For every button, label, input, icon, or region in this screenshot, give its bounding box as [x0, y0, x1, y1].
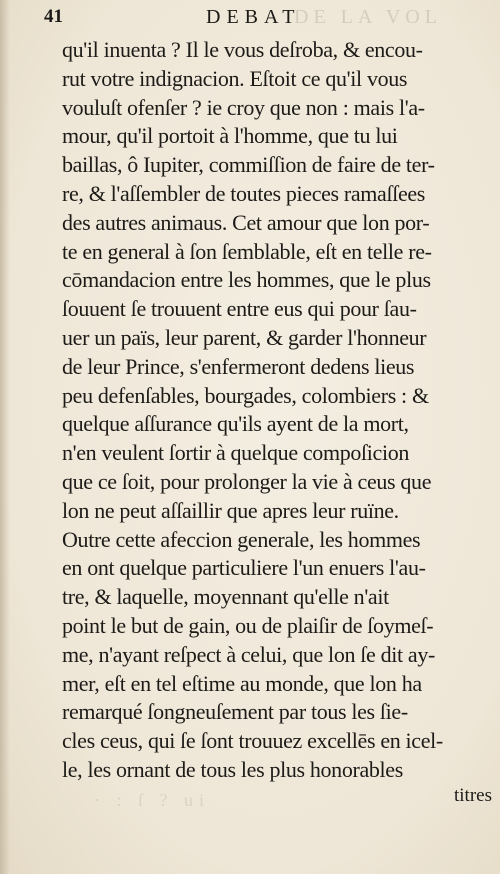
text-line: te en general à ſon ſemblable, eſt en telle re- — [62, 238, 432, 264]
text-line: ſouuent ſe trouuent entre eus qui pour ſau- — [62, 296, 417, 322]
text-line: cōmandacion entre les hommes, que le plus — [62, 267, 431, 293]
text-line: de leur Prince, s'enfermeront dedens lieus — [62, 353, 415, 379]
text-line: qu'il inuenta ? Il le vous deſroba, & encou- — [62, 37, 423, 62]
text-line: que ce ſoit, pour prolonger la vie à ceus que — [62, 468, 432, 494]
text-line: point le but de gain, ou de plaiſir de ſoymeſ- — [62, 612, 434, 638]
page-gutter-shadow — [0, 0, 10, 874]
text-line: des autres animaus. Cet amour que lon por- — [62, 209, 430, 235]
text-line: le, les ornant de tous les plus honorables — [62, 756, 403, 782]
text-line: re, & l'aſſembler de toutes pieces ramaſſees — [62, 180, 426, 206]
running-head: DEBAT — [206, 6, 301, 28]
text-line: peu defenſables, bourgades, colombiers : & — [62, 382, 429, 408]
text-line: remarqué ſongneuſement par tous les ſie- — [62, 699, 408, 725]
catchword: titres — [454, 785, 492, 806]
text-line: cles ceus, qui ſe ſont trouuez excellēs en icel- — [62, 728, 443, 754]
text-line: baillas, ô Iupiter, commiſſion de faire de ter- — [62, 152, 435, 178]
bleed-through-text: DE LA VOL — [294, 6, 442, 28]
text-line: quelque aſſurance qu'ils ayent de la mort, — [62, 411, 409, 437]
bleed-through-text: · : ſ ? ui — [94, 790, 210, 810]
text-line: mer, eſt en tel eſtime au monde, que lon ha — [62, 670, 422, 696]
page-number: 41 — [44, 6, 63, 27]
text-line: tre, & laquelle, moyennant qu'elle n'ait — [62, 584, 389, 610]
text-line: vouluſt ofenſer ? ie croy que non : mais l'a- — [62, 94, 425, 120]
text-line: lon ne peut aſſaillir que apres leur ruïne. — [62, 497, 399, 523]
text-line: n'en veulent ſortir à quelque compoſicion — [62, 440, 410, 466]
text-line: rut votre indignacion. Eſtoit ce qu'il vous — [62, 65, 408, 91]
text-line: uer un païs, leur parent, & garder l'honneur — [62, 324, 427, 350]
text-line: en ont quelque particuliere l'un enuers l'au- — [62, 555, 426, 581]
page-header — [44, 4, 474, 34]
text-line: mour, qu'il portoit à l'homme, que tu lui — [62, 123, 398, 149]
text-line: Outre cette afeccion generale, les hommes — [62, 526, 421, 552]
body-text — [62, 36, 500, 785]
text-line: me, n'ayant reſpect à celui, que lon ſe dit ay- — [62, 641, 435, 667]
